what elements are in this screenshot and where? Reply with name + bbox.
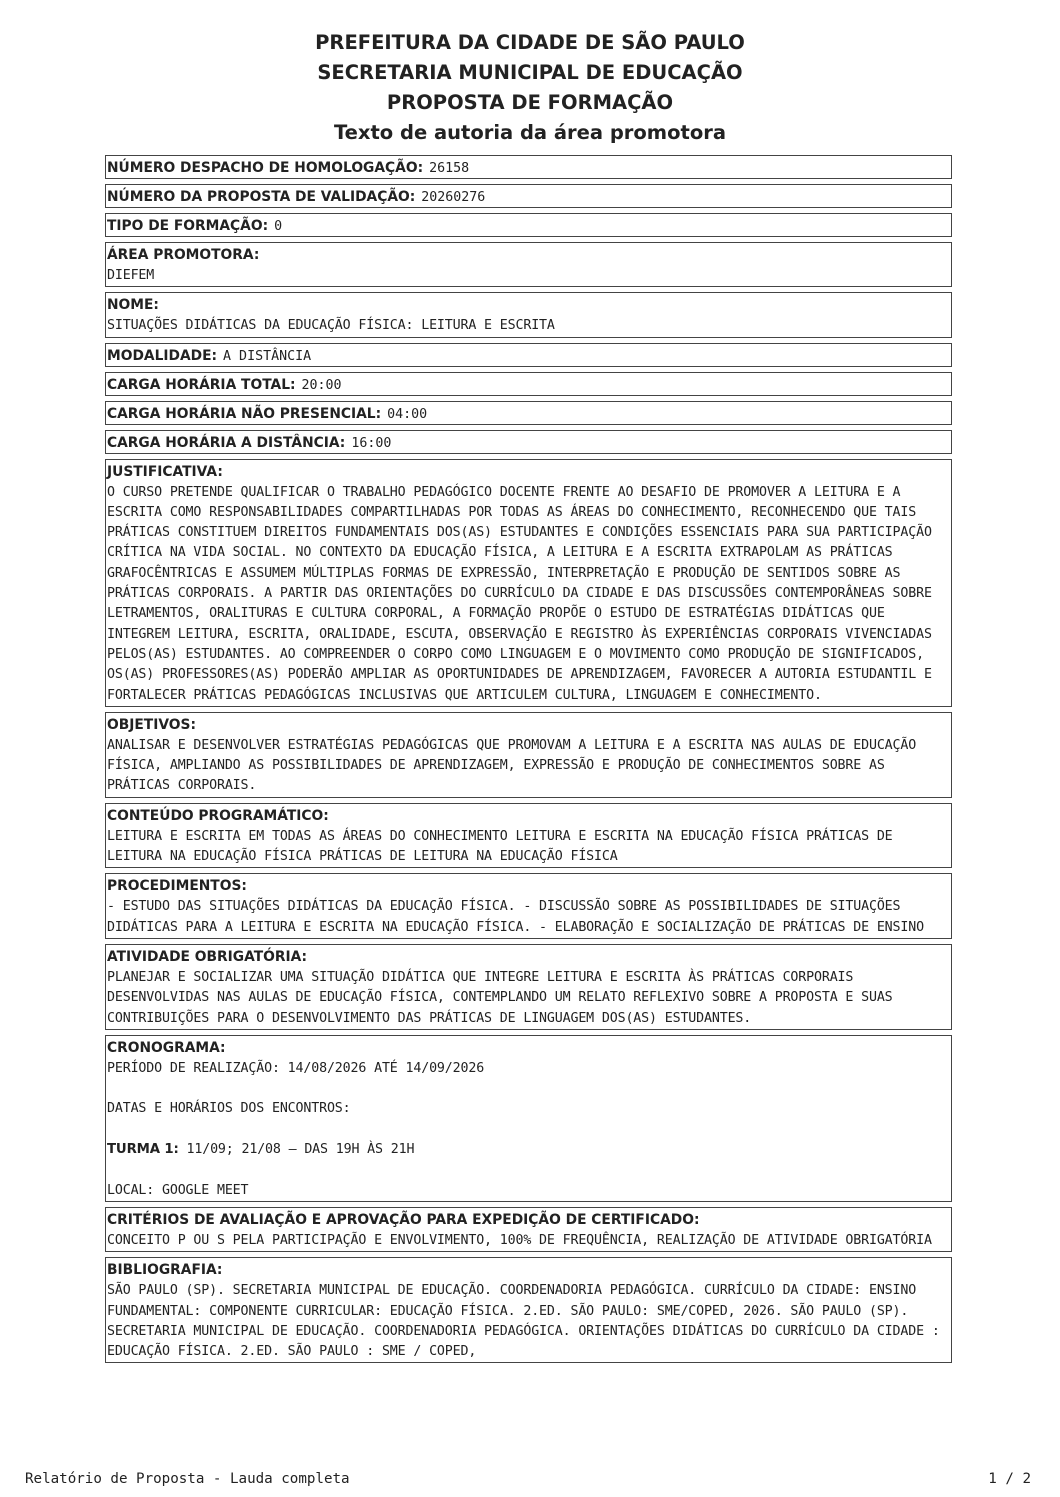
- field-label: JUSTIFICATIVA:: [107, 463, 223, 480]
- field-area-promotora: [105, 242, 952, 287]
- field-label: CARGA HORÁRIA NÃO PRESENCIAL:: [107, 405, 382, 422]
- field-value: DIEFEM: [107, 268, 155, 283]
- field-value: 0: [274, 219, 283, 234]
- field-cronograma: [105, 1035, 952, 1202]
- field-label: MODALIDADE:: [107, 347, 218, 364]
- field-objetivos: [105, 712, 952, 798]
- spacer: [107, 1079, 950, 1099]
- field-value: LEITURA E ESCRITA EM TODAS AS ÁREAS DO CONHECIMENTO LEITURA E ESCRITA NA EDUCAÇÃO FÍSICA PRÁTICAS DE LEITURA NA EDUCAÇÃO FÍSICA PRÁTICAS DE LEITURA NA EDUCAÇÃO FÍSICA: [107, 828, 901, 865]
- field-label: ÁREA PROMOTORA:: [107, 247, 260, 263]
- field-label: PROCEDIMENTOS:: [107, 878, 247, 895]
- field-value: 20:00: [301, 377, 342, 393]
- field-label: CONTEÚDO PROGRAMÁTICO:: [107, 807, 329, 824]
- field-label: CARGA HORÁRIA A DISTÂNCIA:: [107, 434, 346, 451]
- field-carga-nao-presencial: [105, 401, 952, 425]
- header-prefeitura: PREFEITURA DA CIDADE DE SÃO PAULO: [315, 31, 745, 54]
- header-proposta: PROPOSTA DE FORMAÇÃO: [386, 91, 674, 114]
- field-label: NÚMERO DESPACHO DE HOMOLOGAÇÃO:: [107, 160, 424, 176]
- field-label: CRONOGRAMA:: [107, 1039, 226, 1056]
- footer-report-title: Relatório de Proposta - Lauda completa: [25, 1471, 350, 1487]
- field-label: OBJETIVOS:: [107, 716, 196, 733]
- field-label: TIPO DE FORMAÇÃO:: [107, 218, 269, 234]
- field-nome: [105, 292, 952, 337]
- field-proposta: [105, 184, 952, 208]
- fields-list: [105, 155, 952, 1363]
- field-carga-total: [105, 372, 952, 396]
- spacer: [107, 1160, 950, 1180]
- field-criterios: [105, 1207, 952, 1252]
- turma-value: 11/09; 21/08 — DAS 19H ÀS 21H: [186, 1142, 415, 1158]
- cronograma-periodo: PERÍODO DE REALIZAÇÃO: 14/08/2026 ATÉ 14/09/2026: [107, 1060, 485, 1076]
- field-value: SÃO PAULO (SP). SECRETARIA MUNICIPAL DE EDUCAÇÃO. COORDENADORIA PEDAGÓGICA. CURRÍCULO DA CIDADE: ENSINO FUNDAMENTAL: COMPONENTE CURRICULAR: EDUCAÇÃO FÍSICA. 2.ED. SÃO PAULO: SME/COPED, 2026. SÃO PAULO (SP). SECRETARIA MUNICIPAL DE EDUCAÇÃO. COORDENADORIA PEDAGÓGICA. ORIENTAÇÕES DIDÁTICAS DO CURRÍCULO DA CIDADE : EDUCAÇÃO FÍSICA. 2.ED. SÃO PAULO : SME / COPED,: [107, 1283, 948, 1360]
- field-carga-distancia: [105, 430, 952, 454]
- field-value: SITUAÇÕES DIDÁTICAS DA EDUCAÇÃO FÍSICA: LEITURA E ESCRITA: [107, 318, 555, 334]
- header-secretaria: SECRETARIA MUNICIPAL DE EDUCAÇÃO: [317, 61, 743, 84]
- field-label: ATIVIDADE OBRIGATÓRIA:: [107, 948, 308, 965]
- field-modalidade: [105, 343, 952, 367]
- document-header: [0, 28, 1060, 148]
- header-subtitle: Texto de autoria da área promotora: [333, 121, 727, 144]
- spacer: [107, 1120, 950, 1140]
- field-label: CARGA HORÁRIA TOTAL:: [107, 376, 296, 393]
- field-procedimentos: [105, 873, 952, 939]
- field-label: BIBLIOGRAFIA:: [107, 1262, 223, 1279]
- page-footer: [25, 1471, 1035, 1495]
- field-label: NOME:: [107, 297, 159, 314]
- field-value: 04:00: [387, 406, 428, 422]
- field-label: CRITÉRIOS DE AVALIAÇÃO E APROVAÇÃO PARA EXPEDIÇÃO DE CERTIFICADO:: [107, 1211, 700, 1228]
- field-value: 26158: [429, 161, 470, 176]
- field-value: - ESTUDO DAS SITUAÇÕES DIDÁTICAS DA EDUCAÇÃO FÍSICA. - DISCUSSÃO SOBRE AS POSSIBILIDADES DE SITUAÇÕES DIDÁTICAS PARA A LEITURA E ESCRITA NA EDUCAÇÃO FÍSICA. - ELABORAÇÃO E SOCIALIZAÇÃO DE PRÁTICAS DE ENSINO: [107, 899, 924, 935]
- field-tipo: [105, 213, 952, 237]
- field-justificativa: [105, 459, 952, 707]
- field-conteudo-programatico: [105, 803, 952, 869]
- field-atividade-obrigatoria: [105, 944, 952, 1030]
- cronograma-local: LOCAL: GOOGLE MEET: [107, 1182, 249, 1198]
- field-value: O CURSO PRETENDE QUALIFICAR O TRABALHO PEDAGÓGICO DOCENTE FRENTE AO DESAFIO DE PROMOVER A LEITURA E A ESCRITA COMO RESPONSABILIDADES COMPARTILHADAS POR TODAS AS ÁREAS DO CONHECIMENTO, RECONHECENDO QUE TAIS PRÁTICAS CONSTITUEM DIREITOS FUNDAMENTAIS DOS(AS) ESTUDANTES E CONDIÇÕES ESSENCIAIS PARA SUA PARTICIPAÇÃO CRÍTICA NA VIDA SOCIAL. NO CONTEXTO DA EDUCAÇÃO FÍSICA, A LEITURA E A ESCRITA EXTRAPOLAM AS PRÁTICAS GRAFOCÊNTRICAS E ASSUMEM MÚLTIPLAS FORMAS DE EXPRESSÃO, INTERPRETAÇÃO E PRODUÇÃO DE SENTIDOS SOBRE AS PRÁTICAS CORPORAIS. A PARTIR DAS ORIENTAÇÕES DO CURRÍCULO DA CIDADE E DAS DISCUSSÕES CONTEMPORÂNEAS SOBRE LETRAMENTOS, ORALITURAS E CULTURA CORPORAL, A FORMAÇÃO PROPÕE O ESTUDO DE ESTRATÉGIAS DIDÁTICAS QUE INTEGREM LEITURA, ESCRITA, ORALIDADE, ESCUTA, OBSERVAÇÃO E REGISTRO ÀS EXPERIÊNCIAS CORPORAIS VIVENCIADAS PELOS(AS) ESTUDANTES. AO COMPREENDER O CORPO COMO LINGUAGEM E O MOVIMENTO COMO PRODUÇÃO DE SIGNIFICADOS, OS(AS) PROFESSORES(AS) PODERÃO AMPLIAR AS OPORTUNIDADES DE APRENDIZAGEM, FAVORECER A AUTORIA ESTUDANTIL E FORTALECER PRÁTICAS PEDAGÓGICAS INCLUSIVAS QUE ARTICULEM CULTURA, LINGUAGEM E CONHECIMENTO.: [107, 484, 940, 703]
- field-value: 16:00: [351, 435, 392, 451]
- turma-label: TURMA 1:: [107, 1142, 179, 1158]
- field-value: PLANEJAR E SOCIALIZAR UMA SITUAÇÃO DIDÁTICA QUE INTEGRE LEITURA E ESCRITA ÀS PRÁTICAS CORPORAIS DESENVOLVIDAS NAS AULAS DE EDUCAÇÃO FÍSICA, CONTEMPLANDO UM RELATO REFLEXIVO SOBRE A PROPOSTA E SUAS CONTRIBUIÇÕES PARA O DESENVOLVIMENTO DAS PRÁTICAS DE LINGUAGEM DOS(AS) ESTUDANTES.: [107, 969, 901, 1026]
- footer-page-number: 1 / 2: [988, 1471, 1031, 1487]
- field-despacho: [105, 155, 952, 179]
- field-bibliografia: [105, 1257, 952, 1363]
- cronograma-datas: DATAS E HORÁRIOS DOS ENCONTROS:: [107, 1101, 351, 1117]
- cronograma-turma: [107, 1140, 950, 1160]
- field-label: NÚMERO DA PROPOSTA DE VALIDAÇÃO:: [107, 189, 416, 205]
- field-value: 20260276: [421, 190, 486, 205]
- field-value: ANALISAR E DESENVOLVER ESTRATÉGIAS PEDAGÓGICAS QUE PROMOVAM A LEITURA E A ESCRITA NAS AULAS DE EDUCAÇÃO FÍSICA, AMPLIANDO AS POSSIBILIDADES DE APRENDIZAGEM, EXPRESSÃO E PRODUÇÃO DE CONHECIMENTOS SOBRE AS PRÁTICAS CORPORAIS.: [107, 737, 924, 794]
- field-value: A DISTÂNCIA: [223, 348, 312, 364]
- field-value: CONCEITO P OU S PELA PARTICIPAÇÃO E ENVOLVIMENTO, 100% DE FREQUÊNCIA, REALIZAÇÃO DE ATIVIDADE OBRIGATÓRIA: [107, 1232, 932, 1248]
